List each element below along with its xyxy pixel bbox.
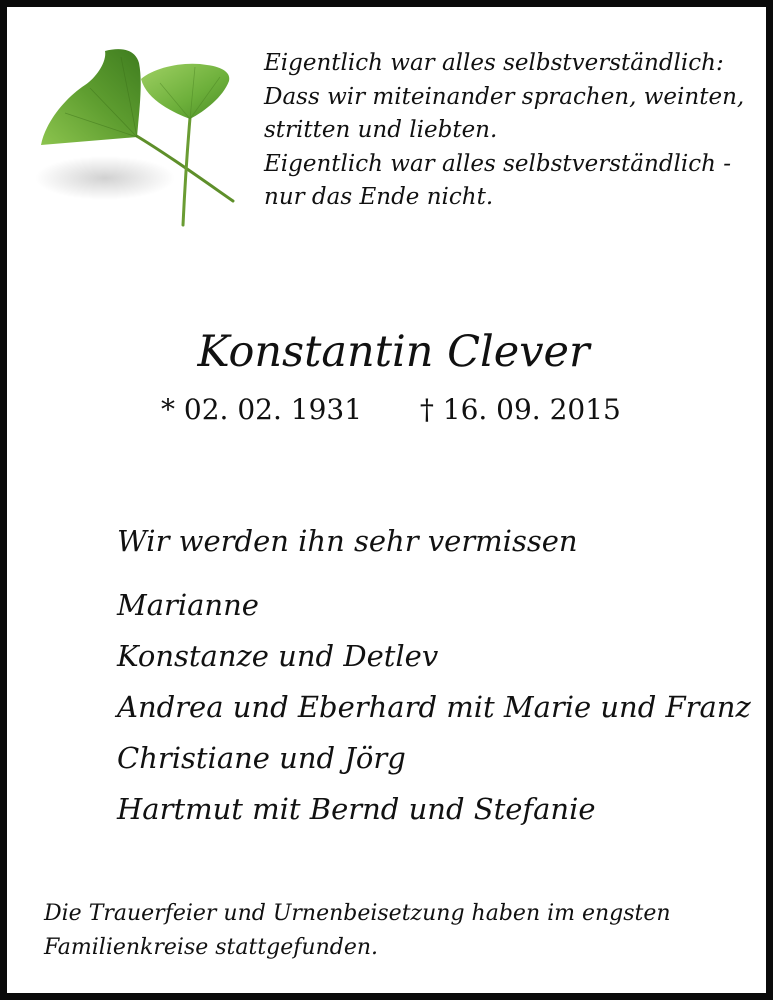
mourner-list — [117, 580, 751, 835]
mourner-name: Marianne — [117, 588, 259, 622]
ginkgo-leaves-icon — [35, 43, 240, 233]
birth-date: 02. 02. 1931 — [183, 393, 363, 426]
poem-line: Eigentlich war alles selbstverständlich: — [264, 50, 724, 76]
poem-line: stritten und liebten. — [264, 117, 498, 143]
poem-line: Eigentlich war alles selbstverständlich - — [264, 150, 732, 177]
life-dates — [161, 390, 621, 430]
deceased-name: Konstantin Clever — [197, 327, 590, 377]
mourner-name: Konstanze und Detlev — [117, 639, 439, 673]
funeral-notice-line: Familienkreise stattgefunden. — [44, 935, 379, 960]
death-cross-icon: † — [419, 393, 434, 426]
birth-symbol: * — [161, 393, 175, 426]
mourning-intro: Wir werden ihn sehr vermissen — [117, 524, 578, 558]
poem-line: Dass wir miteinander sprachen, weinten, — [264, 83, 745, 110]
poem — [264, 47, 764, 215]
death-date: 16. 09. 2015 — [442, 393, 621, 426]
funeral-notice — [44, 897, 764, 965]
mourner-name: Hartmut mit Bernd und Stefanie — [117, 792, 596, 826]
funeral-notice-line: Die Trauerfeier und Urnenbeisetzung haben im engsten — [44, 901, 671, 926]
mourner-name: Andrea und Eberhard mit Marie und Franz — [117, 690, 751, 724]
poem-line: nur das Ende nicht. — [264, 184, 494, 210]
mourner-name: Christiane und Jörg — [117, 741, 406, 775]
